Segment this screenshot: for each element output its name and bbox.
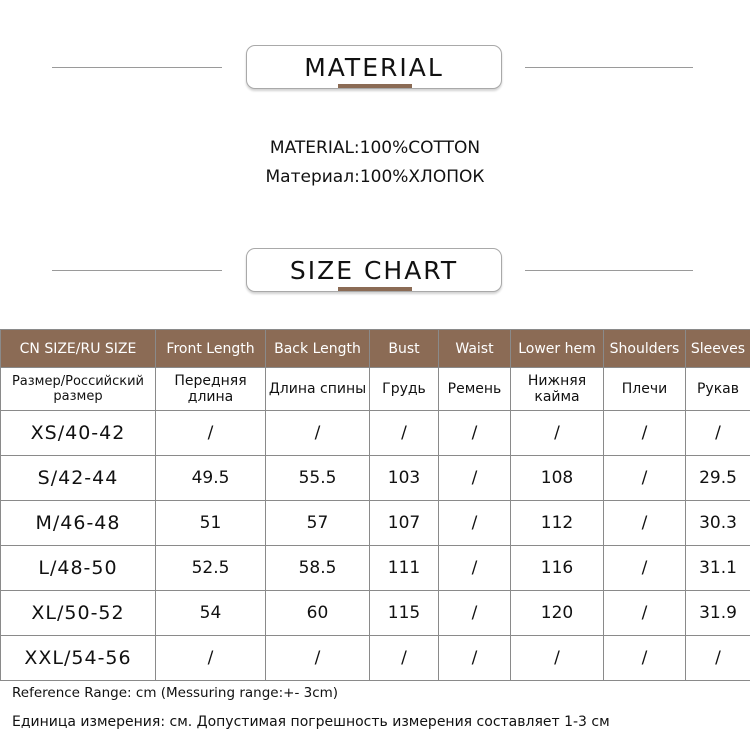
table-row bbox=[1, 456, 750, 501]
table-cell: 111 bbox=[370, 546, 439, 591]
header-front-length: Front Length bbox=[156, 330, 266, 368]
table-cell: / bbox=[686, 411, 750, 456]
table-cell: / bbox=[511, 411, 604, 456]
size-cell: XS/40-42 bbox=[1, 411, 156, 456]
header-waist: Waist bbox=[439, 330, 511, 368]
header-back-length-ru: Длина спины bbox=[266, 368, 370, 411]
table-header-row-ru bbox=[1, 368, 750, 411]
table-cell: 103 bbox=[370, 456, 439, 501]
header-sleeves: Sleeves bbox=[686, 330, 750, 368]
table-cell: / bbox=[370, 411, 439, 456]
table-cell: / bbox=[439, 456, 511, 501]
table-cell: / bbox=[156, 411, 266, 456]
table-cell: / bbox=[370, 636, 439, 681]
material-info bbox=[0, 134, 750, 192]
table-cell: 30.3 bbox=[686, 501, 750, 546]
table-cell: / bbox=[604, 411, 686, 456]
reference-range-note-en: Reference Range: cm (Messuring range:+- 3cm) bbox=[12, 685, 339, 701]
divider-right bbox=[525, 270, 693, 271]
header-back-length: Back Length bbox=[266, 330, 370, 368]
header-size: CN SIZE/RU SIZE bbox=[1, 330, 156, 368]
header-bust: Bust bbox=[370, 330, 439, 368]
table-cell: / bbox=[439, 546, 511, 591]
table-cell: 116 bbox=[511, 546, 604, 591]
size-chart-section-header bbox=[0, 248, 750, 294]
size-cell: S/42-44 bbox=[1, 456, 156, 501]
table-cell: 52.5 bbox=[156, 546, 266, 591]
header-size-ru: Размер/Российский размер bbox=[1, 368, 156, 411]
table-row bbox=[1, 546, 750, 591]
table-cell: / bbox=[604, 636, 686, 681]
table-cell: 120 bbox=[511, 591, 604, 636]
table-cell: 57 bbox=[266, 501, 370, 546]
material-section-header bbox=[0, 45, 750, 91]
table-row bbox=[1, 636, 750, 681]
table-cell: / bbox=[439, 636, 511, 681]
header-sleeves-ru: Рукав bbox=[686, 368, 750, 411]
table-cell: / bbox=[266, 636, 370, 681]
material-ru: Материал:100%ХЛОПОК bbox=[265, 167, 485, 187]
table-cell: / bbox=[604, 591, 686, 636]
table-cell: 55.5 bbox=[266, 456, 370, 501]
material-en: MATERIAL:100%COTTON bbox=[269, 138, 481, 158]
table-cell: 60 bbox=[266, 591, 370, 636]
section-title-size-chart: SIZE CHART bbox=[246, 248, 502, 292]
table-cell: 49.5 bbox=[156, 456, 266, 501]
divider-left bbox=[52, 67, 222, 68]
header-shoulders-ru: Плечи bbox=[604, 368, 686, 411]
divider-left bbox=[52, 270, 222, 271]
size-cell: XXL/54-56 bbox=[1, 636, 156, 681]
size-chart-table bbox=[0, 329, 750, 681]
table-row bbox=[1, 411, 750, 456]
reference-range-note-ru: Единица измерения: см. Допустимая погрешность измерения составляет 1-3 см bbox=[12, 714, 610, 730]
header-shoulders: Shoulders bbox=[604, 330, 686, 368]
table-cell: / bbox=[511, 636, 604, 681]
header-bust-ru: Грудь bbox=[370, 368, 439, 411]
section-title-material: MATERIAL bbox=[246, 45, 502, 89]
table-row bbox=[1, 591, 750, 636]
size-cell: L/48-50 bbox=[1, 546, 156, 591]
table-cell: / bbox=[439, 411, 511, 456]
size-cell: M/46-48 bbox=[1, 501, 156, 546]
table-header-row-en bbox=[1, 330, 750, 368]
table-cell: 107 bbox=[370, 501, 439, 546]
table-row bbox=[1, 501, 750, 546]
table-cell: / bbox=[686, 636, 750, 681]
table-cell: 51 bbox=[156, 501, 266, 546]
table-cell: 115 bbox=[370, 591, 439, 636]
size-cell: XL/50-52 bbox=[1, 591, 156, 636]
header-front-length-ru: Передняя длина bbox=[156, 368, 266, 411]
table-cell: / bbox=[439, 501, 511, 546]
table-cell: 29.5 bbox=[686, 456, 750, 501]
title-underline bbox=[338, 287, 412, 291]
table-cell: 58.5 bbox=[266, 546, 370, 591]
title-underline bbox=[338, 84, 412, 88]
table-cell: 31.1 bbox=[686, 546, 750, 591]
table-cell: 108 bbox=[511, 456, 604, 501]
divider-right bbox=[525, 67, 693, 68]
table-cell: / bbox=[156, 636, 266, 681]
table-cell: / bbox=[604, 456, 686, 501]
table-cell: 112 bbox=[511, 501, 604, 546]
header-lower-hem: Lower hem bbox=[511, 330, 604, 368]
header-lower-hem-ru: Нижняя кайма bbox=[511, 368, 604, 411]
header-waist-ru: Ремень bbox=[439, 368, 511, 411]
table-cell: / bbox=[604, 546, 686, 591]
table-cell: / bbox=[439, 591, 511, 636]
table-cell: / bbox=[266, 411, 370, 456]
table-cell: / bbox=[604, 501, 686, 546]
table-cell: 31.9 bbox=[686, 591, 750, 636]
table-cell: 54 bbox=[156, 591, 266, 636]
